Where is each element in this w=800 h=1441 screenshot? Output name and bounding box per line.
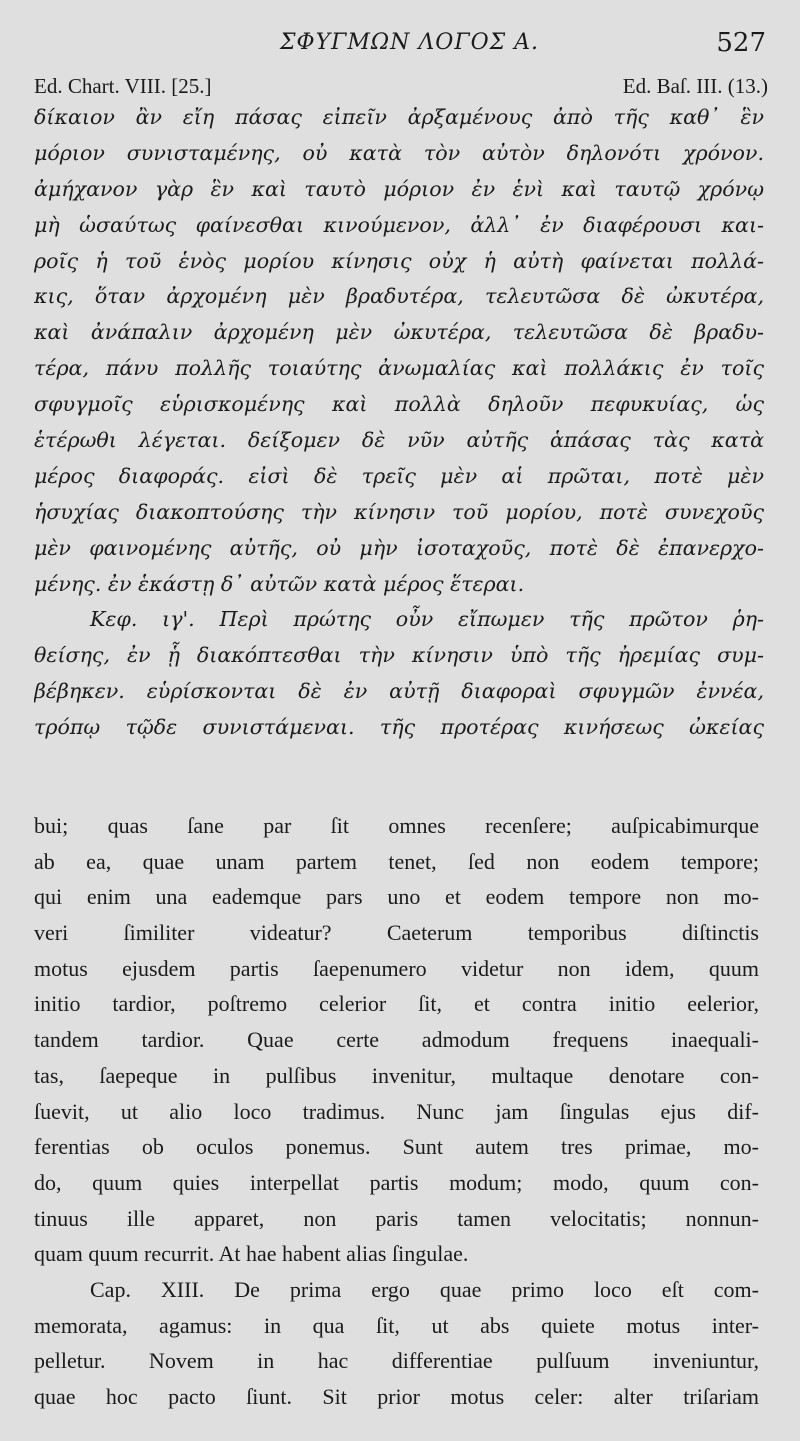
- greek-line: κις, ὅταν ἀρχομένη μὲν βραδυτέρα, τελευτῶσα δὲ ὠκυτέρα,: [34, 284, 764, 309]
- latin-line: ferentias ob oculos ponemus. Sunt autem tres primae, mo-: [34, 1134, 759, 1160]
- greek-text-block: [34, 100, 764, 746]
- latin-line: tandem tardior. Quae certe admodum frequens inaequali-: [34, 1027, 759, 1053]
- latin-chapter-heading-line: Cap. XIII. De prima ergo quae primo loco eſt com-: [90, 1276, 759, 1302]
- greek-line: σφυγμοῖς εὑρισκομένης καὶ πολλὰ δηλοῦν πεφυκυίας, ὡς: [34, 392, 764, 417]
- latin-line: ab ea, quae unam partem tenet, ſed non eodem tempore;: [34, 848, 759, 874]
- greek-line: ἀμήχανον γὰρ ἓν καὶ ταυτὸ μόριον ἐν ἑνὶ καὶ ταυτῷ χρόνῳ: [34, 176, 764, 201]
- greek-line: μέρος διαφοράς. εἰσὶ δὲ τρεῖς μὲν αἱ πρῶται, ποτὲ μὲν: [34, 463, 764, 488]
- greek-line: ροῖς ἡ τοῦ ἑνὸς μορίου κίνησις οὐχ ἡ αὐτὴ φαίνεται πολλά-: [34, 248, 764, 273]
- latin-line: quae hoc pacto ſiunt. Sit prior motus celer: alter triſariam: [34, 1384, 759, 1409]
- latin-text-block: [34, 808, 759, 1415]
- greek-line: μὲν φαινομένης αὐτῆς, οὐ μὴν ἰσοταχοῦς, ποτὲ δὲ ἐπανερχο-: [34, 535, 764, 560]
- edition-chartier: Ed. Chart. VIII. [25.]: [34, 74, 212, 98]
- greek-line: ἡσυχίας διακοπτούσης τὴν κίνησιν τοῦ μορίου, ποτὲ συνεχοῦς: [34, 499, 764, 524]
- latin-line: quam quum recurrit. At hae habent alias ſingulae.: [34, 1241, 469, 1267]
- greek-line: μόριον συνισταμένης, οὐ κατὰ τὸν αὐτὸν δηλονότι χρόνον.: [34, 140, 764, 165]
- latin-line: tinuus ille apparet, non paris tamen velocitatis; nonnun-: [34, 1205, 759, 1231]
- greek-line: μένης. ἐν ἑκάστῃ δ᾽ αὐτῶν κατὰ μέρος ἕτεραι.: [34, 571, 525, 596]
- greek-line: καὶ ἀνάπαλιν ἀρχομένη μὲν ὠκυτέρα, τελευτῶσα δὲ βραδυ-: [34, 320, 764, 345]
- greek-line: βέβηκεν. εὑρίσκονται δὲ ἐν αὐτῇ διαφοραὶ σφυγμῶν ἐννέα,: [34, 679, 764, 704]
- greek-line: δίκαιον ἂν εἴη πάσας εἰπεῖν ἀρξαμένους ἀπὸ τῆς καθ᾽ ἓν: [34, 105, 764, 129]
- greek-line: τέρα, πάνυ πολλῆς τοιαύτης ἀνωμαλίας καὶ πολλάκις ἐν τοῖς: [34, 356, 764, 381]
- latin-line: do, quum quies interpellat partis modum; modo, quum con-: [34, 1169, 759, 1195]
- latin-line: qui enim una eademque pars uno et eodem tempore non mo-: [34, 884, 759, 910]
- greek-chapter-heading-line: Κεφ. ιγ'. Περὶ πρώτης οὖν εἴπωμεν τῆς πρῶτον ῥη-: [90, 607, 764, 632]
- page-number: 527: [716, 28, 766, 58]
- latin-line: motus ejusdem partis ſaepenumero videtur non idem, quum: [34, 955, 759, 981]
- running-title: ΣΦΥΓΜΩΝ ΛΟΓΟΣ Α.: [280, 30, 540, 55]
- latin-line: pelletur. Novem in hac differentiae pulſuum inveniuntur,: [34, 1348, 759, 1374]
- edition-basel: Ed. Baſ. III. (13.): [622, 74, 768, 98]
- edition-references: [34, 74, 768, 102]
- latin-line: ſuevit, ut alio loco tradimus. Nunc jam ſingulas ejus dif-: [34, 1098, 759, 1124]
- latin-line: initio tardior, poſtremo celerior ſit, et contra initio eelerior,: [34, 991, 759, 1017]
- latin-line: bui; quas ſane par ſit omnes recenſere; auſpicabimurque: [34, 813, 759, 838]
- latin-line: tas, ſaepeque in pulſibus invenitur, multaque denotare con-: [34, 1062, 759, 1088]
- greek-line: τρόπῳ τῷδε συνιστάμεναι. τῆς προτέρας κινήσεως ὠκείας: [34, 715, 764, 740]
- greek-line: μὴ ὡσαύτως φαίνεσθαι κινούμενον, ἀλλ᾽ ἐν διαφέρουσι και-: [34, 212, 764, 237]
- latin-line: memorata, agamus: in qua ſit, ut abs quiete motus inter-: [34, 1312, 759, 1338]
- running-head: [0, 26, 800, 66]
- greek-line: ἑτέρωθι λέγεται. δείξομεν δὲ νῦν αὐτῆς ἁπάσας τὰς κατὰ: [34, 428, 764, 453]
- greek-line: θείσης, ἐν ᾗ διακόπτεσθαι τὴν κίνησιν ὑπὸ τῆς ἠρεμίας συμ-: [34, 643, 764, 668]
- latin-line: veri ſimiliter videatur? Caeterum temporibus diſtinctis: [34, 920, 759, 946]
